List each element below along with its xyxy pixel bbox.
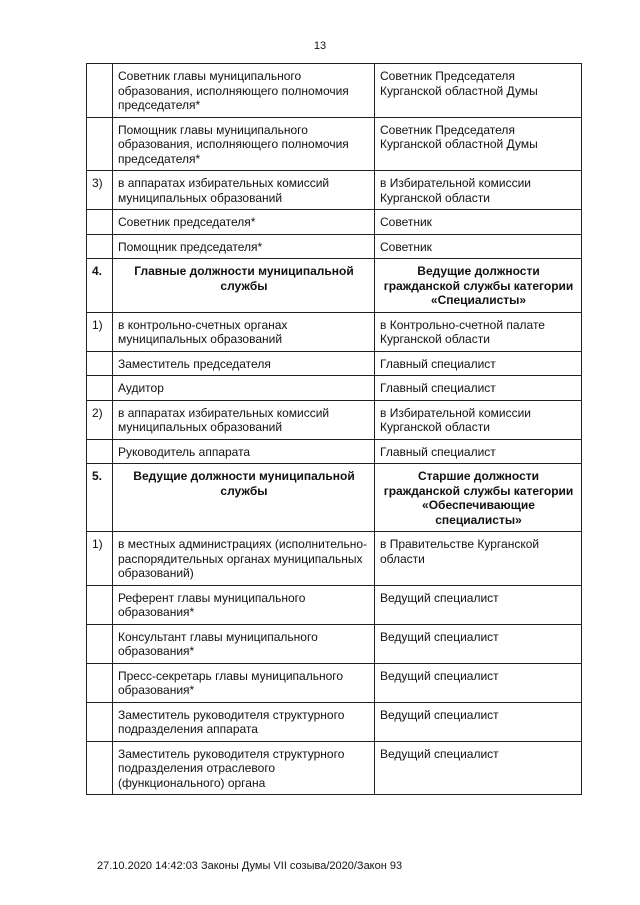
table-row xyxy=(87,400,582,439)
municipal-position-cell: Помощник главы муниципального образования, исполняющего полномочия председателя* xyxy=(113,117,375,171)
table-row xyxy=(87,624,582,663)
civil-position-cell: в Избирательной комиссии Курганской области xyxy=(375,400,582,439)
table-row xyxy=(87,532,582,586)
civil-position-cell: Старшие должности гражданской службы категории «Обеспечивающие специалисты» xyxy=(375,464,582,532)
row-number-cell xyxy=(87,376,113,401)
municipal-position-cell: Помощник председателя* xyxy=(113,234,375,259)
row-number-cell xyxy=(87,351,113,376)
municipal-position-cell: Заместитель руководителя структурного подразделения отраслевого (функционального) органа xyxy=(113,741,375,795)
table-row xyxy=(87,117,582,171)
page-number: 13 xyxy=(313,40,327,52)
row-number-cell: 5. xyxy=(87,464,113,532)
table-row xyxy=(87,171,582,210)
row-number-cell: 3) xyxy=(87,171,113,210)
municipal-position-cell: Пресс-секретарь главы муниципального образования* xyxy=(113,663,375,702)
civil-position-cell: Советник Председателя Курганской областной Думы xyxy=(375,117,582,171)
civil-position-cell: Ведущий специалист xyxy=(375,624,582,663)
municipal-position-cell: Референт главы муниципального образования* xyxy=(113,585,375,624)
table-row xyxy=(87,585,582,624)
table-row xyxy=(87,741,582,795)
table-row xyxy=(87,376,582,401)
document-footer: 27.10.2020 14:42:03 Законы Думы VII созыва/2020/Закон 93 xyxy=(97,860,403,872)
municipal-position-cell: в местных администрациях (исполнительно-распорядительных органах муниципальных образований) xyxy=(113,532,375,586)
table-row xyxy=(87,234,582,259)
row-number-cell xyxy=(87,741,113,795)
row-number-cell: 2) xyxy=(87,400,113,439)
municipal-position-cell: в аппаратах избирательных комиссий муниципальных образований xyxy=(113,171,375,210)
table-row xyxy=(87,210,582,235)
civil-position-cell: Ведущий специалист xyxy=(375,585,582,624)
row-number-cell xyxy=(87,624,113,663)
row-number-cell xyxy=(87,439,113,464)
row-number-cell: 1) xyxy=(87,532,113,586)
civil-position-cell: Ведущие должности гражданской службы категории «Специалисты» xyxy=(375,259,582,313)
table-row xyxy=(87,702,582,741)
municipal-position-cell: Советник председателя* xyxy=(113,210,375,235)
positions-table xyxy=(86,63,582,795)
civil-position-cell: Главный специалист xyxy=(375,439,582,464)
civil-position-cell: Главный специалист xyxy=(375,351,582,376)
row-number-cell xyxy=(87,117,113,171)
row-number-cell xyxy=(87,210,113,235)
municipal-position-cell: Советник главы муниципального образования, исполняющего полномочия председателя* xyxy=(113,64,375,118)
civil-position-cell: Ведущий специалист xyxy=(375,741,582,795)
municipal-position-cell: Ведущие должности муниципальной службы xyxy=(113,464,375,532)
table-row xyxy=(87,439,582,464)
civil-position-cell: Ведущий специалист xyxy=(375,702,582,741)
row-number-cell xyxy=(87,663,113,702)
civil-position-cell: Главный специалист xyxy=(375,376,582,401)
row-number-cell xyxy=(87,64,113,118)
municipal-position-cell: Заместитель председателя xyxy=(113,351,375,376)
civil-position-cell: в Контрольно-счетной палате Курганской области xyxy=(375,312,582,351)
row-number-cell xyxy=(87,585,113,624)
municipal-position-cell: Консультант главы муниципального образования* xyxy=(113,624,375,663)
civil-position-cell: в Правительстве Курганской области xyxy=(375,532,582,586)
section-header-row xyxy=(87,464,582,532)
civil-position-cell: Советник xyxy=(375,234,582,259)
table-row xyxy=(87,64,582,118)
municipal-position-cell: Главные должности муниципальной службы xyxy=(113,259,375,313)
municipal-position-cell: Заместитель руководителя структурного подразделения аппарата xyxy=(113,702,375,741)
section-header-row xyxy=(87,259,582,313)
table-row xyxy=(87,312,582,351)
table-row xyxy=(87,351,582,376)
civil-position-cell: Ведущий специалист xyxy=(375,663,582,702)
positions-table-body xyxy=(87,64,582,795)
municipal-position-cell: Аудитор xyxy=(113,376,375,401)
row-number-cell: 1) xyxy=(87,312,113,351)
civil-position-cell: Советник Председателя Курганской областной Думы xyxy=(375,64,582,118)
civil-position-cell: в Избирательной комиссии Курганской области xyxy=(375,171,582,210)
municipal-position-cell: в аппаратах избирательных комиссий муниципальных образований xyxy=(113,400,375,439)
row-number-cell: 4. xyxy=(87,259,113,313)
municipal-position-cell: в контрольно-счетных органах муниципальных образований xyxy=(113,312,375,351)
row-number-cell xyxy=(87,702,113,741)
row-number-cell xyxy=(87,234,113,259)
civil-position-cell: Советник xyxy=(375,210,582,235)
municipal-position-cell: Руководитель аппарата xyxy=(113,439,375,464)
table-row xyxy=(87,663,582,702)
